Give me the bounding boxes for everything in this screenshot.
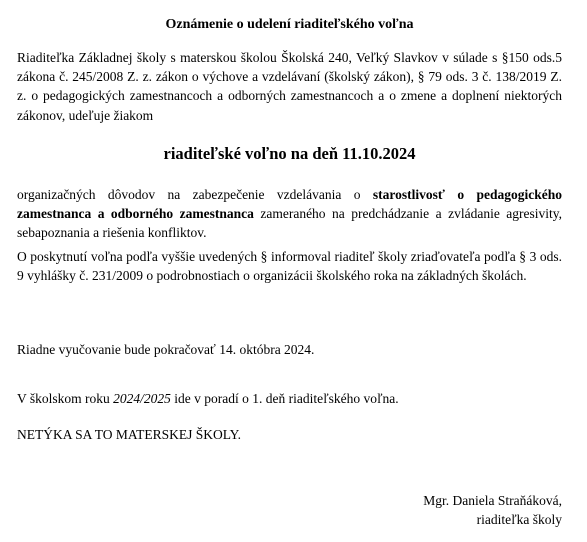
reason-text-bold: starostlivosť o pedagogického zamestnanca a odborného zamestnanca [17,187,562,222]
announcement-heading: riaditeľské voľno na deň 11.10.2024 [163,144,416,163]
intro-paragraph: Riaditeľka Základnej školy s materskou školou Školská 240, Veľký Slavkov v súlade s §150 ods.5 zákona č. 245/2008 Z. z. zákon o výchove a vzdelávaní (školský zákon), § 79 ods. 3 č. 138/2019 Z. z. o pedagogických zamestnancoch a odborných zamestnancoch a o zmene a doplnení niektorých zákonov, udeľuje žiakom [17,50,562,123]
signature-role: riaditeľka školy [476,512,562,528]
reason-paragraph [17,185,562,243]
founder-notice-paragraph: O poskytnutí voľna podľa vyššie uvedených § informoval riaditeľ školy zriaďovateľa podľa § 3 ods. 9 vyhlášky č. 231/2009 o podrobnostiach o organizácii školského roka na základných školách. [17,249,562,284]
school-year-text-end: ide v poradí o 1. deň riaditeľského voľna. [170,391,399,406]
signature-name: Mgr. Daniela Straňáková, [423,493,562,508]
kindergarten-notice: NETÝKA SA TO MATERSKEJ ŠKOLY. [17,427,242,442]
reason-text-start: organizačných dôvodov na zabezpečenie vzdelávania o [17,187,373,202]
school-year-value: 2024/2025 [113,391,171,406]
reason-text-end: zameraného na predchádzanie a zvládanie agresivity, sebapoznania a riešenia konfliktov. [17,206,563,241]
signature-block [423,491,562,529]
school-year-paragraph [17,389,562,408]
school-year-text-start: V školskom roku [17,391,114,406]
document-title: Oznámenie o udelení riaditeľského voľna [165,17,414,32]
resume-paragraph: Riadne vyučovanie bude pokračovať 14. októbra 2024. [17,342,315,357]
